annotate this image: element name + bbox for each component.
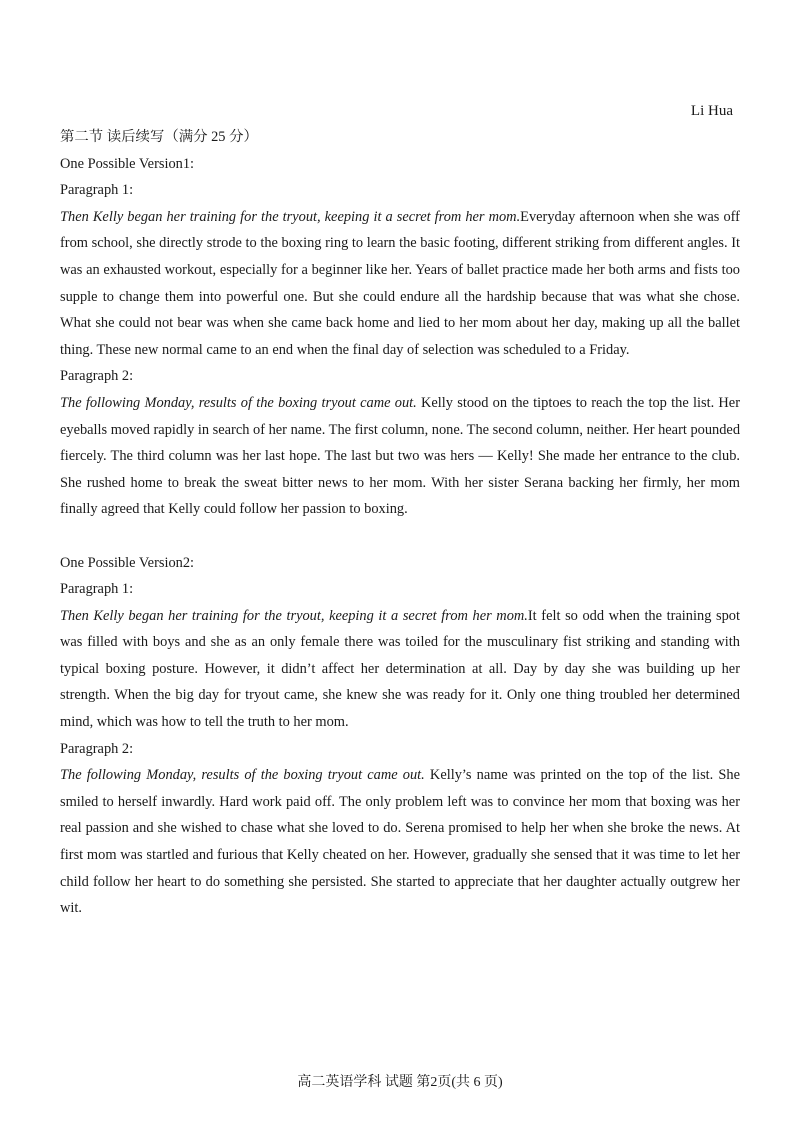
version2-paragraph1	[60, 603, 740, 736]
version1-paragraph1-lead: Then Kelly began her training for the tryout, keeping it a secret from her mom.	[60, 208, 521, 225]
document-content	[60, 124, 740, 922]
version1-paragraph2-body: Kelly stood on the tiptoes to reach the top the list. Her eyeballs moved rapidly in search of her name. The first column, none. The second column, neither. Her heart pounded fiercely. The third column was her last hope. The last but two was hers — Kelly! She made her entrance to the club. She rushed home to break the sweat bitter news to her mom. With her sister Serana backing her firmly, her mom finally agreed that Kelly could follow her passion to boxing.	[60, 394, 741, 518]
version1-paragraph2-label: Paragraph 2:	[60, 368, 134, 385]
section-heading: 第二节 读后续写（满分 25 分）	[60, 129, 258, 145]
version-separator	[60, 523, 740, 550]
version2-paragraph1-body: It felt so odd when the training spot was filled with boys and she as an only female there was toiled for the musculinary fist striking and standing with typical boxing posture. However, it didn’t affect her determination at all. Day by day she was building up her strength. When the big day for tryout came, she knew she was ready for it. Only one thing troubled her determined mind, which was how to tell the truth to her mom.	[60, 607, 740, 731]
version2-paragraph2-body: Kelly’s name was printed on the top of the list. She smiled to herself inwardly. Hard work paid off. The only problem left was to convince her mom that boxing was her real passion and she wished to chase what she loved to do. Serena promised to help her when she broke the news. At first mom was startled and furious that Kelly cheated on her. However, gradually she sensed that it was time to let her child follow her heart to do something she persisted. She started to appreciate that her daughter actually outgrew her wit.	[60, 767, 741, 917]
version1-paragraph1	[60, 204, 740, 364]
version2-paragraph2	[60, 762, 740, 922]
version2-paragraph2-label: Paragraph 2:	[60, 740, 134, 757]
version1-paragraph1-body: Everyday afternoon when she was off from school, she directly strode to the boxing ring to learn the basic footing, different striking from different angles. It was an exhausted workout, especially for a beginner like her. Years of ballet practice made her both arms and fists too supple to change them into powerful one. But she could endure all the hardship because that was what she chose. What she could not bear was when she came back home and lied to her mom about her day, making up all the ballet thing. These new normal came to an end when the final day of selection was scheduled to a Friday.	[60, 208, 740, 358]
version2-paragraph1-lead: Then Kelly began her training for the tryout, keeping it a secret from her mom.	[60, 607, 528, 624]
version2-paragraph2-lead: The following Monday, results of the boxing tryout came out.	[60, 767, 425, 784]
version2-paragraph1-label: Paragraph 1:	[60, 581, 134, 598]
version1-paragraph2	[60, 390, 740, 523]
author-name: Li Hua	[690, 103, 733, 119]
version1-paragraph2-lead: The following Monday, results of the boxing tryout came out.	[60, 394, 417, 411]
version1-title: One Possible Version1:	[60, 155, 195, 172]
page-footer: 高二英语学科 试题 第2页(共 6 页)	[297, 1075, 503, 1090]
version2-title: One Possible Version2:	[60, 554, 195, 571]
version1-paragraph1-label: Paragraph 1:	[60, 182, 134, 199]
